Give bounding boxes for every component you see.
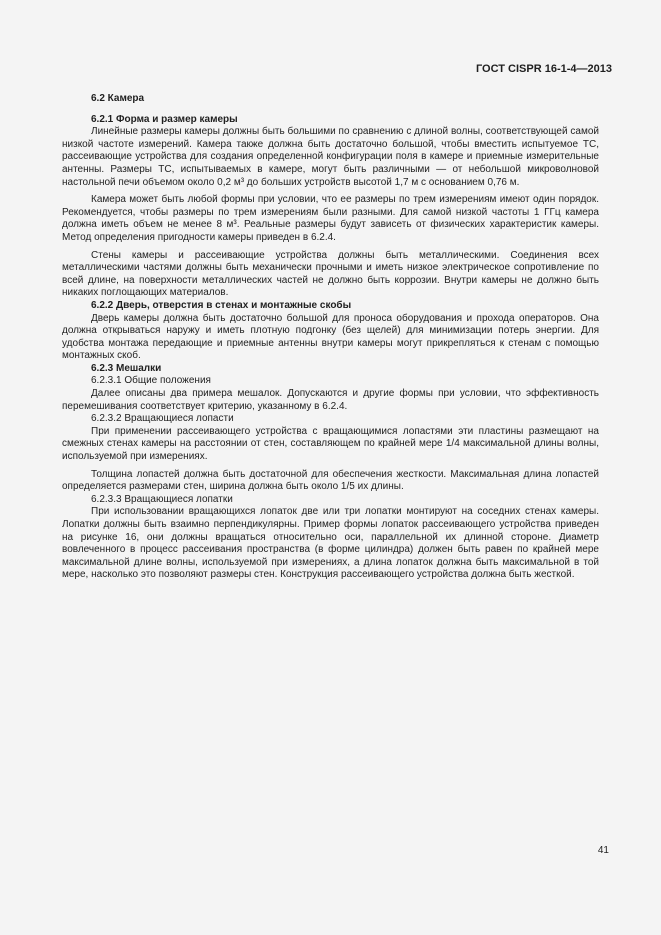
paragraph-6-2-1-1: Линейные размеры камеры должны быть большими по сравнению с длиной волны, соответствующей самой низкой частоте измерений. Камера также должна быть достаточно большой, чтобы вместить испытуемое ТС, рассеивающие устройства для создания определенной конфигурации поля в камере и приемные измерительные антенны. Размеры ТС, испытываемых в камере, могут быть различными — от небольшой микроволновой настольной печи объемом около 0,2 м³ до больших устройств высотой 1,7 м с основанием 0,76 м. bbox=[62, 126, 599, 188]
subsection-title-6-2-3: 6.2.3 Мешалки bbox=[91, 362, 162, 374]
paragraph-6-2-1-2: Камера может быть любой формы при условии, что ее размеры по трем измерениям имеют один порядок. Рекомендуется, чтобы размеры по трем измерениям были разными. Для самой низкой частоты 1 ГГц камера должна иметь объем не менее 8 м³. Реальные размеры будут зависеть от физических характеристик камеры. Метод определения пригодности камеры приведен в 6.2.4. bbox=[62, 194, 599, 243]
clause-title-6-2-3-1: 6.2.3.1 Общие положения bbox=[91, 375, 211, 387]
paragraph-6-2-3-3: При использовании вращающихся лопаток две или три лопатки монтируют на соседних стенах камеры. Лопатки должны быть взаимно перпендикулярны. Пример формы лопаток рассеивающего устройства приведен на рисунке 16, они должны вращаться относительно оси, параллельной их длинной стороне. Диаметр вовлеченного в процесс рассеивания пространства (в форме цилиндра) должен быть равен по крайней мере максимальной длине волны, используемой при измерениях, а длина лопаток должна быть максимальной в той мере, насколько это позволяют размеры стен. Конструкция рассеивающего устройства должна быть жесткой. bbox=[62, 506, 599, 581]
paragraph-6-2-3-1: Далее описаны два примера мешалок. Допускаются и другие формы при условии, что эффективность перемешивания соответствует критерию, указанному в 6.2.4. bbox=[62, 388, 599, 412]
clause-title-6-2-3-2: 6.2.3.2 Вращающиеся лопасти bbox=[91, 413, 234, 425]
paragraph-6-2-3-2-b: Толщина лопастей должна быть достаточной для обеспечения жесткости. Максимальная длина лопастей определяется размерами стен, ширина должна быть около 1/5 их длины. bbox=[62, 468, 599, 493]
page-number: 41 bbox=[597, 845, 609, 856]
subsection-title-6-2-2: 6.2.2 Дверь, отверстия в стенах и монтажные скобы bbox=[91, 299, 352, 311]
subsection-title-6-2-1: 6.2.1 Форма и размер камеры bbox=[91, 113, 238, 125]
standard-header: ГОСТ CISPR 16-1-4—2013 bbox=[475, 63, 612, 75]
paragraph-6-2-3-2-a: При применении рассеивающего устройства с вращающимися лопастями эти пластины размещают на смежных стенах камеры на расстоянии от стен, составляющем по крайней мере 1/4 максимальной длины волны, используемой при измерениях. bbox=[62, 425, 599, 463]
paragraph-6-2-1-3: Стены камеры и рассеивающие устройства должны быть металлическими. Соединения всех металлическими частями должны быть механически прочными и иметь низкое электрическое сопротивление по всей длине, на поверхности металлических частей не должно быть коррозии. Внутри камеры не должно быть никаких поглощающих материалов. bbox=[62, 249, 599, 299]
document-body bbox=[62, 93, 599, 582]
section-title: 6.2 Камера bbox=[91, 93, 145, 104]
paragraph-6-2-2-1: Дверь камеры должна быть достаточно большой для проноса оборудования и прохода операторов. Она должна открываться наружу и иметь плотную подгонку (без щелей) для минимизации потерь энергии. Для удобства монтажа передающие и приемные антенны внутри камеры могут прикрепляться к стенам с помощью монтажных скоб. bbox=[62, 312, 599, 362]
clause-title-6-2-3-3: 6.2.3.3 Вращающиеся лопатки bbox=[91, 493, 233, 505]
